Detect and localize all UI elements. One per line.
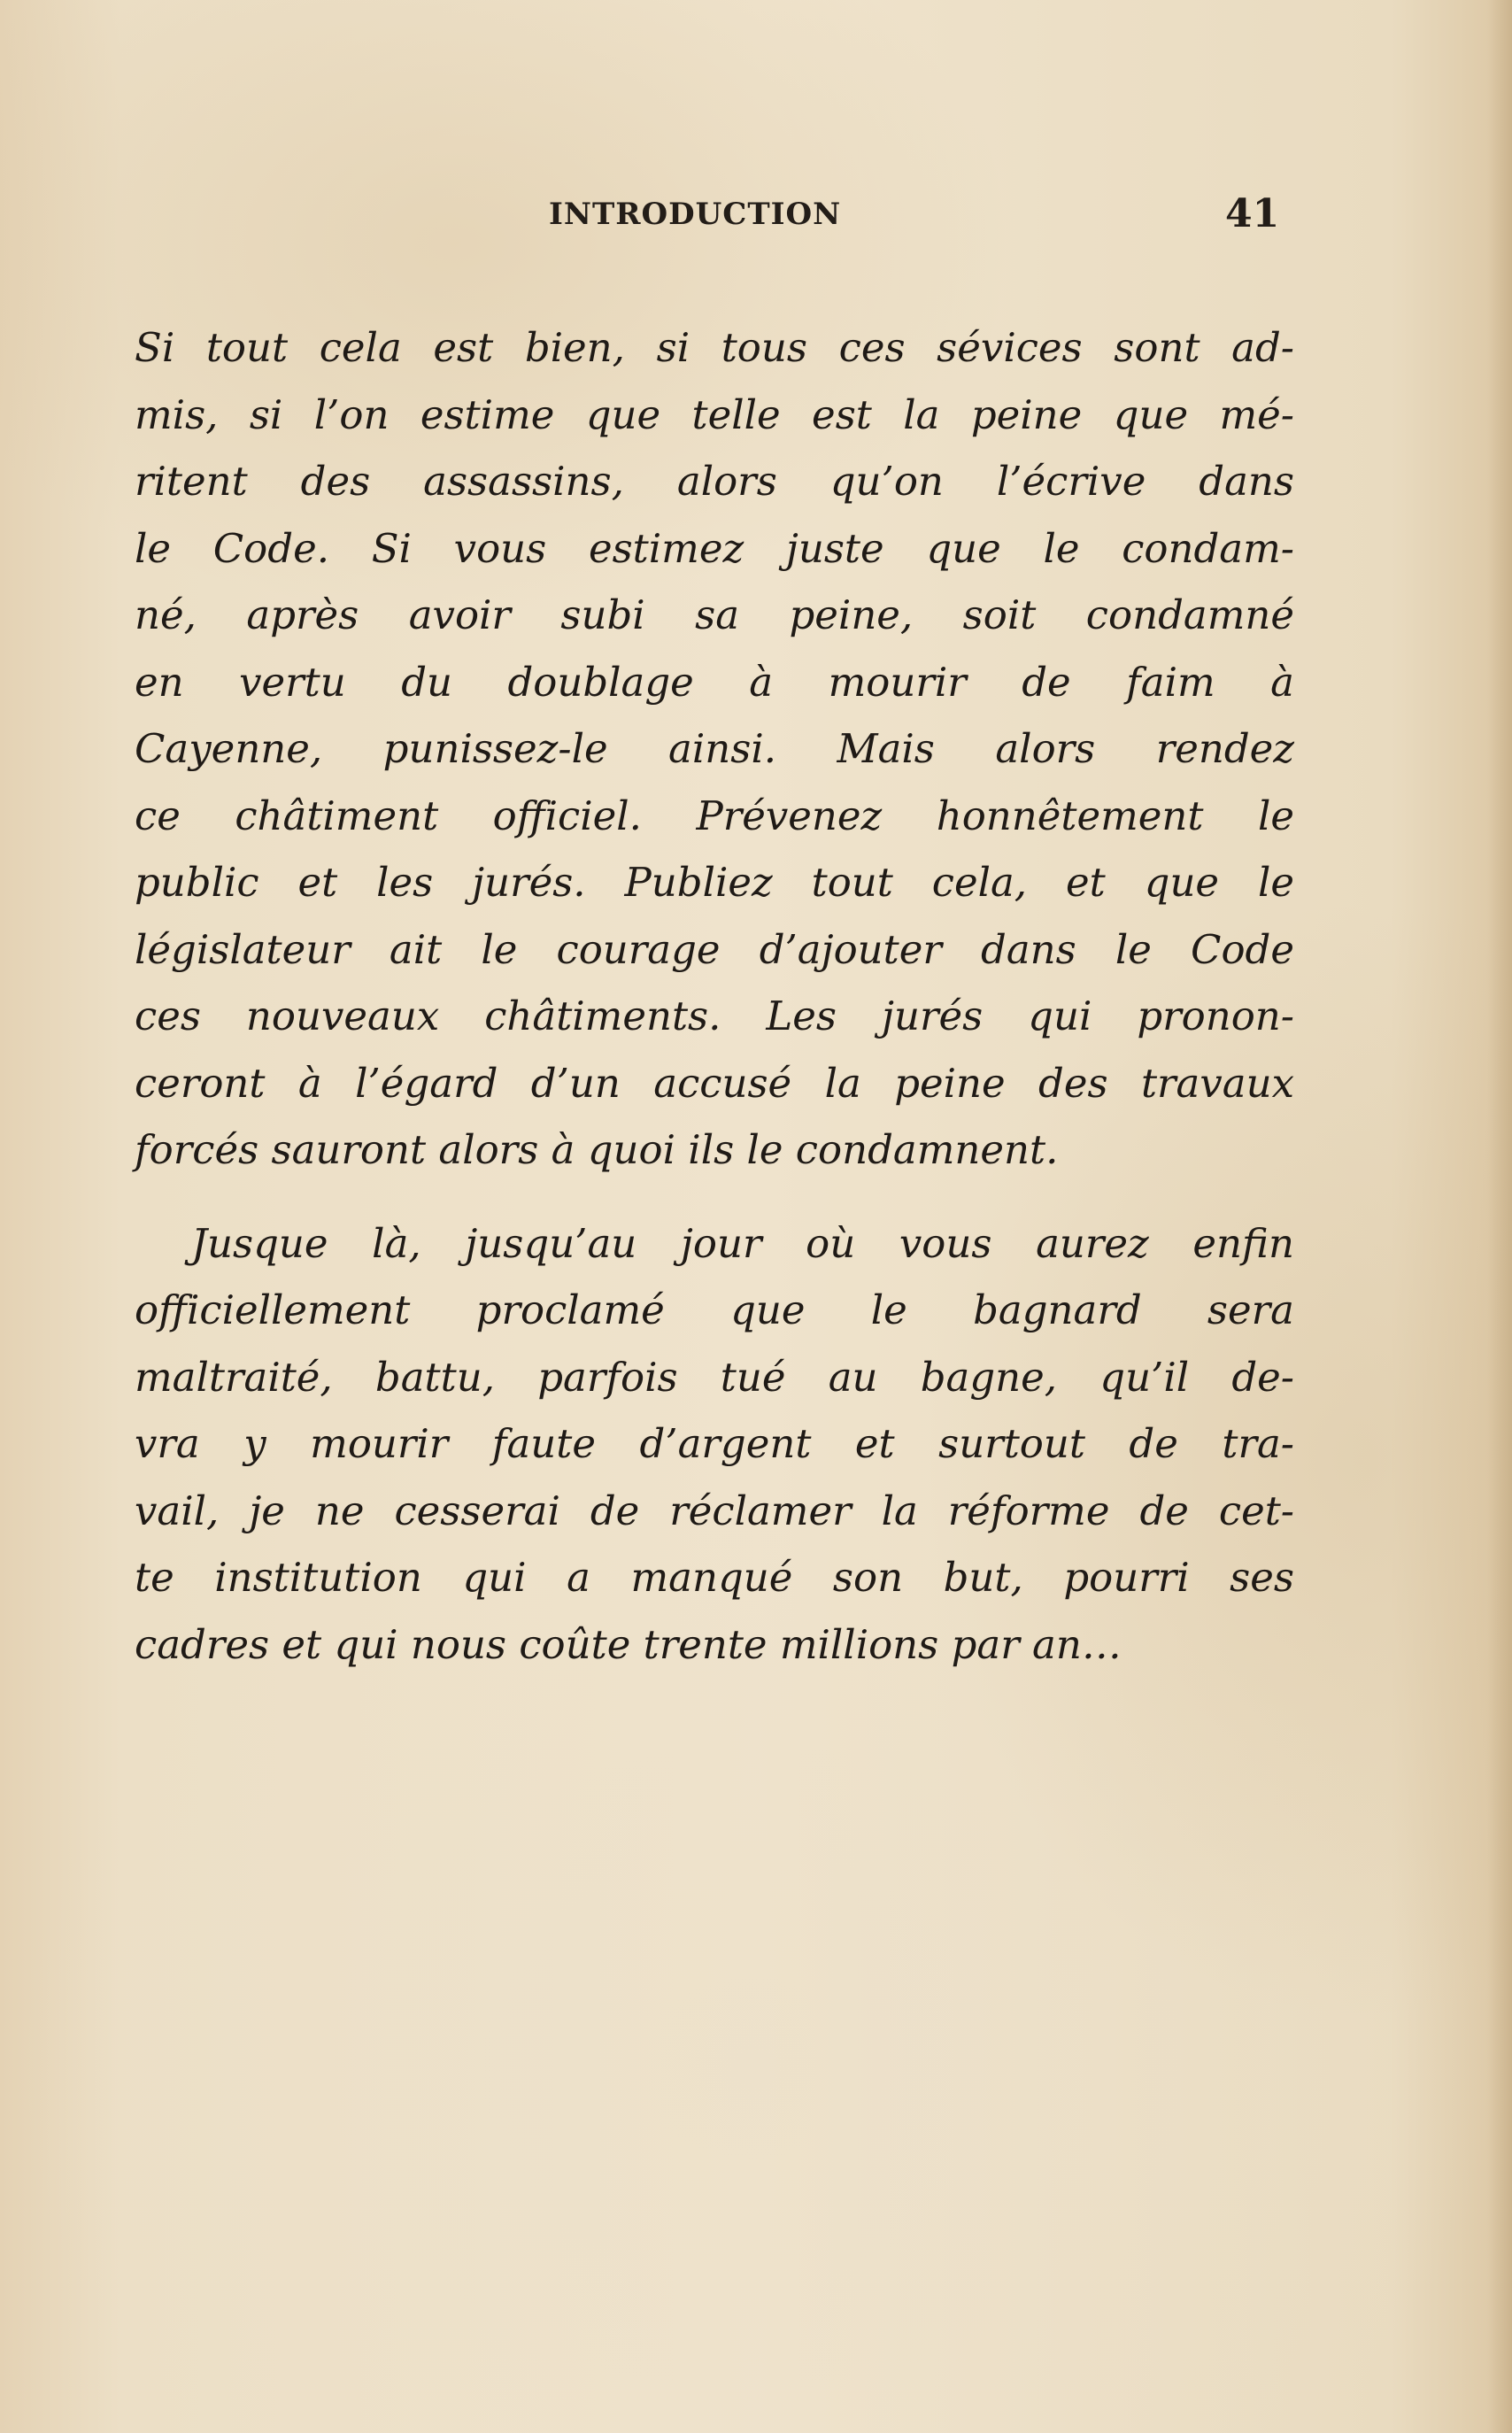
text-line: le Code. Si vous estimez juste que le condam- [135,524,1294,572]
paragraph-gap [135,1184,1294,1210]
text-line: public et les jurés. Publiez tout cela, et que le [135,859,1294,906]
text-line: forcés sauront alors à quoi ils le condamnent. [135,1126,1059,1173]
text-line: vail, je ne cesserai de réclamer la réforme de cet- [135,1487,1294,1534]
page-number: 41 [1225,191,1280,236]
text-line: maltraité, battu, parfois tué au bagne, qu’il de- [135,1353,1294,1401]
text-line: législateur ait le courage d’ajouter dans le Code [135,925,1294,973]
page-edge-shadow [1487,0,1512,2433]
text-line: ceront à l’égard d’un accusé la peine des travaux [135,1059,1294,1107]
text-line: officiellement proclamé que le bagnard sera [135,1286,1294,1333]
text-line: né, après avoir subi sa peine, soit condamné [135,591,1294,638]
text-line: ritent des assassins, alors qu’on l’écrive dans [135,458,1294,505]
text-line: mis, si l’on estime que telle est la peine que mé- [135,390,1294,438]
text-line: Jusque là, jusqu’au jour où vous aurez enfin [191,1219,1294,1267]
text-line: Cayenne, punissez-le ainsi. Mais alors rendez [135,725,1294,772]
running-title: INTRODUCTION [549,197,842,232]
text-line: ce châtiment officiel. Prévenez honnêtement le [135,792,1294,839]
text-line: vra y mourir faute d’argent et surtout de tra- [135,1420,1294,1467]
text-line: cadres et qui nous coûte trente millions par an… [135,1620,1122,1668]
paragraph-1 [135,314,1294,1184]
paragraph-2 [135,1210,1294,1679]
text-line: en vertu du doublage à mourir de faim à [135,658,1294,706]
text-line: ces nouveaux châtiments. Les jurés qui pronon- [135,993,1294,1039]
body-text [135,314,1294,1678]
text-line: Si tout cela est bien, si tous ces sévices sont ad- [135,324,1294,371]
text-line: te institution qui a manqué son but, pourri ses [135,1554,1294,1601]
